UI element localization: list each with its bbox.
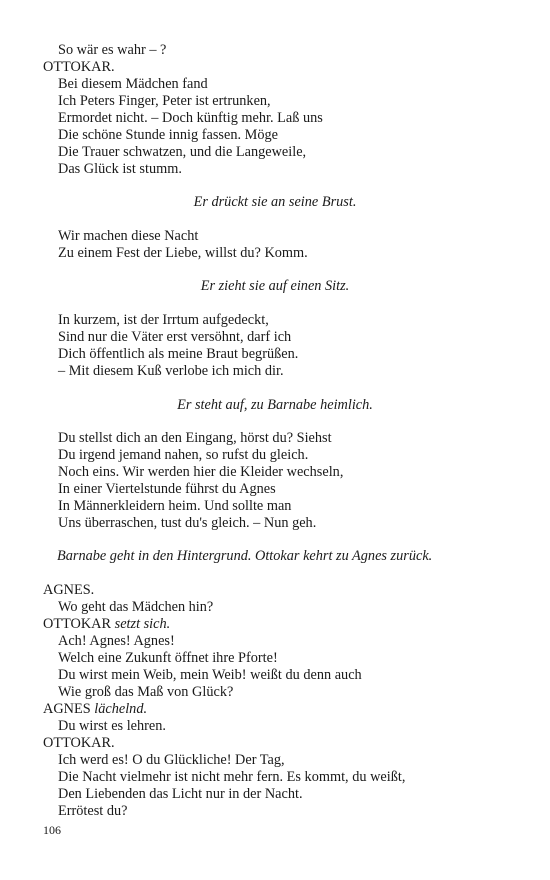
speaker-line <box>43 616 170 633</box>
verse-line: Sind nur die Väter erst versöhnt, darf ich <box>58 329 292 345</box>
stage-direction: Barnabe geht in den Hintergrund. Ottokar kehrt zu Agnes zurück. <box>57 548 433 564</box>
verse-line: Ermordet nicht. – Doch künftig mehr. Laß uns <box>58 110 323 126</box>
verse-line: Ich werd es! O du Glückliche! Der Tag, <box>58 752 285 768</box>
verse-line: Ich Peters Finger, Peter ist ertrunken, <box>58 93 271 109</box>
verse-line: Du stellst dich an den Eingang, hörst du? Siehst <box>58 430 332 446</box>
speaker-name: AGNES. <box>43 582 95 598</box>
speaker-direction: setzt sich. <box>114 616 171 632</box>
verse-line: Die Trauer schwatzen, und die Langeweile, <box>58 144 307 160</box>
verse-line: Die schöne Stunde innig fassen. Möge <box>58 127 278 143</box>
verse-line: Welch eine Zukunft öffnet ihre Pforte! <box>58 650 278 666</box>
verse-line: Wo geht das Mädchen hin? <box>58 599 214 615</box>
verse-line: Uns überraschen, tust du's gleich. – Nun geh. <box>58 515 317 531</box>
speaker-direction: lächelnd. <box>94 701 148 717</box>
page-number: 106 <box>43 823 61 837</box>
verse-line: Wie groß das Maß von Glück? <box>58 684 234 700</box>
verse-line: In einer Viertelstunde führst du Agnes <box>58 481 276 497</box>
speaker-name: AGNES <box>43 701 91 717</box>
stage-direction: Er drückt sie an seine Brust. <box>193 194 357 210</box>
speaker-name: OTTOKAR <box>43 616 112 632</box>
verse-line: Dich öffentlich als meine Braut begrüßen. <box>58 346 299 362</box>
verse-line: In kurzem, ist der Irrtum aufgedeckt, <box>58 312 269 328</box>
verse-line: Errötest du? <box>58 803 128 819</box>
verse-line: – Mit diesem Kuß verlobe ich mich dir. <box>58 363 284 379</box>
speaker-line <box>43 701 147 718</box>
verse-line: Bei diesem Mädchen fand <box>58 76 208 92</box>
verse-line: Den Liebenden das Licht nur in der Nacht. <box>58 786 303 802</box>
speaker-name: OTTOKAR. <box>43 59 115 75</box>
verse-line: Die Nacht vielmehr ist nicht mehr fern. Es kommt, du weißt, <box>58 769 406 785</box>
verse-line: So wär es wahr – ? <box>58 42 167 58</box>
verse-line: Wir machen diese Nacht <box>58 228 199 244</box>
verse-line: Du irgend jemand nahen, so rufst du gleich. <box>58 447 309 463</box>
verse-line: Noch eins. Wir werden hier die Kleider wechseln, <box>58 464 344 480</box>
verse-line: In Männerkleidern heim. Und sollte man <box>58 498 292 514</box>
verse-line: Das Glück ist stumm. <box>58 161 182 177</box>
stage-direction: Er zieht sie auf einen Sitz. <box>200 278 350 294</box>
verse-line: Ach! Agnes! Agnes! <box>58 633 175 649</box>
verse-line: Du wirst mein Weib, mein Weib! weißt du denn auch <box>58 667 362 683</box>
verse-line: Du wirst es lehren. <box>58 718 166 734</box>
speaker-name: OTTOKAR. <box>43 735 115 751</box>
verse-line: Zu einem Fest der Liebe, willst du? Komm. <box>58 245 308 261</box>
stage-direction: Er steht auf, zu Barnabe heimlich. <box>177 397 373 413</box>
